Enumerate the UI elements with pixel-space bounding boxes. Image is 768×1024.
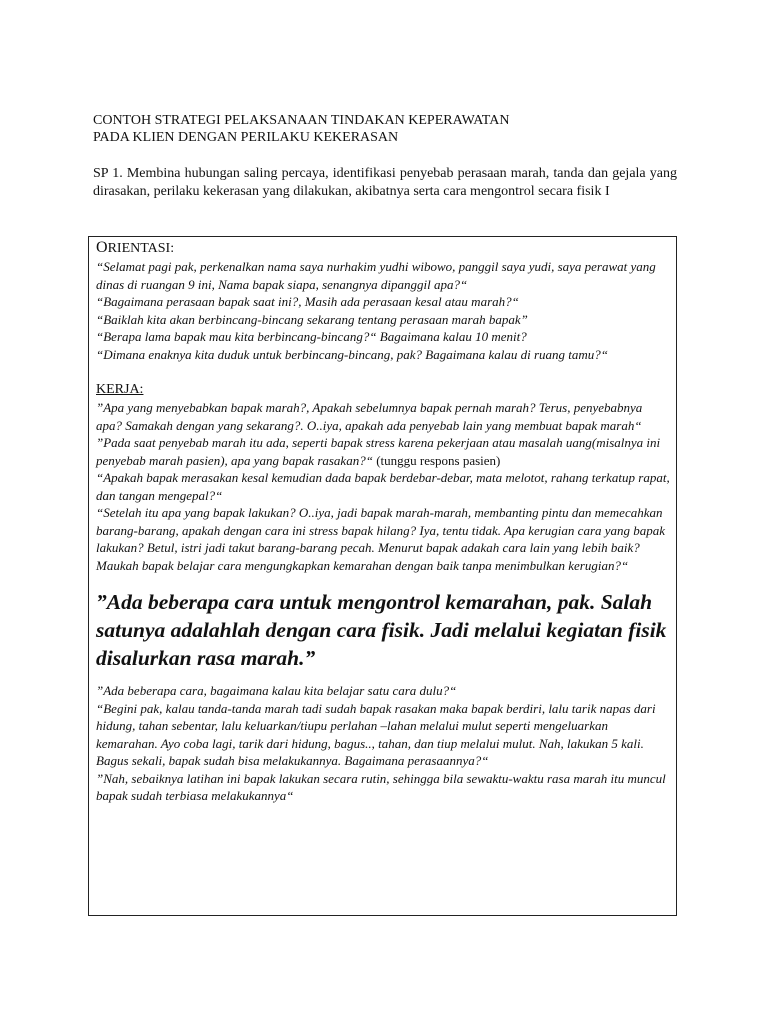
orientasi-heading (96, 239, 671, 258)
kerja-line-note: (tunggu respons pasien) (372, 452, 501, 468)
section-spacer (96, 363, 671, 381)
emphasis-quote: ”Ada beberapa cara untuk mengontrol kemarahan, pak. Salah satunya adalahlah dengan cara fisik. Jadi melalui kegiatan fisik disalurkan rasa marah.” (96, 590, 667, 670)
kerja-line: “Setelah itu apa yang bapak lakukan? O..iya, jadi bapak marah-marah, membanting pintu dan memecahkan barang-barang, apakah dengan cara ini stress bapak hilang? Iya, tentu tidak. Apa kerugian cara yang bapak lakukan? Betul, istri jadi takut barang-barang pecah. Menurut bapak adakah cara lain yang lebih baik? Maukah bapak belajar cara mengungkapkan kemarahan dengan baik tanpa menimbulkan kerugian?“ (96, 505, 666, 573)
document-title (93, 112, 693, 146)
orientasi-line: “Dimana enaknya kita duduk untuk berbincang-bincang, pak? Bagaimana kalau di ruang tamu?“ (96, 346, 608, 362)
orientasi-line: “Baiklah kita akan berbincang-bincang sekarang tentang perasaan marah bapak” (96, 311, 528, 327)
title-line-1: CONTOH STRATEGI PELAKSANAAN TINDAKAN KEPERAWATAN (93, 113, 510, 128)
orientasi-heading-rest: RIENTASI: (107, 241, 175, 256)
kerja-line: ”Ada beberapa cara, bagaimana kalau kita belajar satu cara dulu?“ (96, 683, 457, 698)
dialogue-box (88, 236, 677, 916)
kerja-line: “Apakah bapak merasakan kesal kemudian dada bapak berdebar-debar, mata melotot, rahang terkatup rapat, dan tangan mengepal?“ (96, 470, 670, 503)
orientasi-heading-initial: O (96, 239, 108, 256)
kerja-heading: KERJA: (96, 382, 144, 397)
orientasi-line: “Berapa lama bapak mau kita berbincang-bincang?“ Bagaimana kalau 10 menit? (96, 329, 527, 344)
kerja-line-italic: ”Pada saat penyebab marah itu ada, seperti bapak stress karena pekerjaan atau masalah uang(misalnya ini penyebab marah pasien), apa yang bapak rasakan?“ (96, 435, 661, 468)
title-line-2: PADA KLIEN DENGAN PERILAKU KEKERASAN (93, 130, 399, 145)
kerja-line (96, 434, 671, 469)
orientasi-line: “Bagaimana perasaan bapak saat ini?, Masih ada perasaan kesal atau marah?“ (96, 294, 519, 309)
kerja-line: ”Apa yang menyebabkan bapak marah?, Apakah sebelumnya bapak pernah marah? Terus, penyebabnya apa? Samakah dengan yang sekarang?. O..iya, apakah ada penyebab lain yang membuat bapak marah“ (96, 400, 643, 433)
sp-description: SP 1. Membina hubungan saling percaya, identifikasi penyebab perasaan marah, tanda dan gejala yang dirasakan, perilaku kekerasan yang dilakukan, akibatnya serta cara mengontrol secara fisik I (93, 166, 677, 199)
kerja-line: “Begini pak, kalau tanda-tanda marah tadi sudah bapak rasakan maka bapak berdiri, lalu tarik napas dari hidung, tahan sebentar, lalu keluarkan/tiupu perlahan –lahan melalui mulut seperti mengeluarkan kemarahan. Ayo coba lagi, tarik dari hidung, bagus.., tahan, dan tiup melalui mulut. Nah, lakukan 5 kali. Bagus sekali, bapak sudah bisa melakukannya. Bagaimana perasaannya?“ (96, 700, 656, 768)
kerja-line: ”Nah, sebaiknya latihan ini bapak lakukan secara rutin, sehingga bila sewaktu-waktu rasa marah itu muncul bapak sudah terbiasa melakukannya“ (96, 770, 666, 803)
orientasi-line: “Selamat pagi pak, perkenalkan nama saya nurhakim yudhi wibowo, panggil saya yudi, saya perawat yang dinas di ruangan 9 ini, Nama bapak siapa, senangnya dipanggil apa?“ (96, 259, 656, 292)
